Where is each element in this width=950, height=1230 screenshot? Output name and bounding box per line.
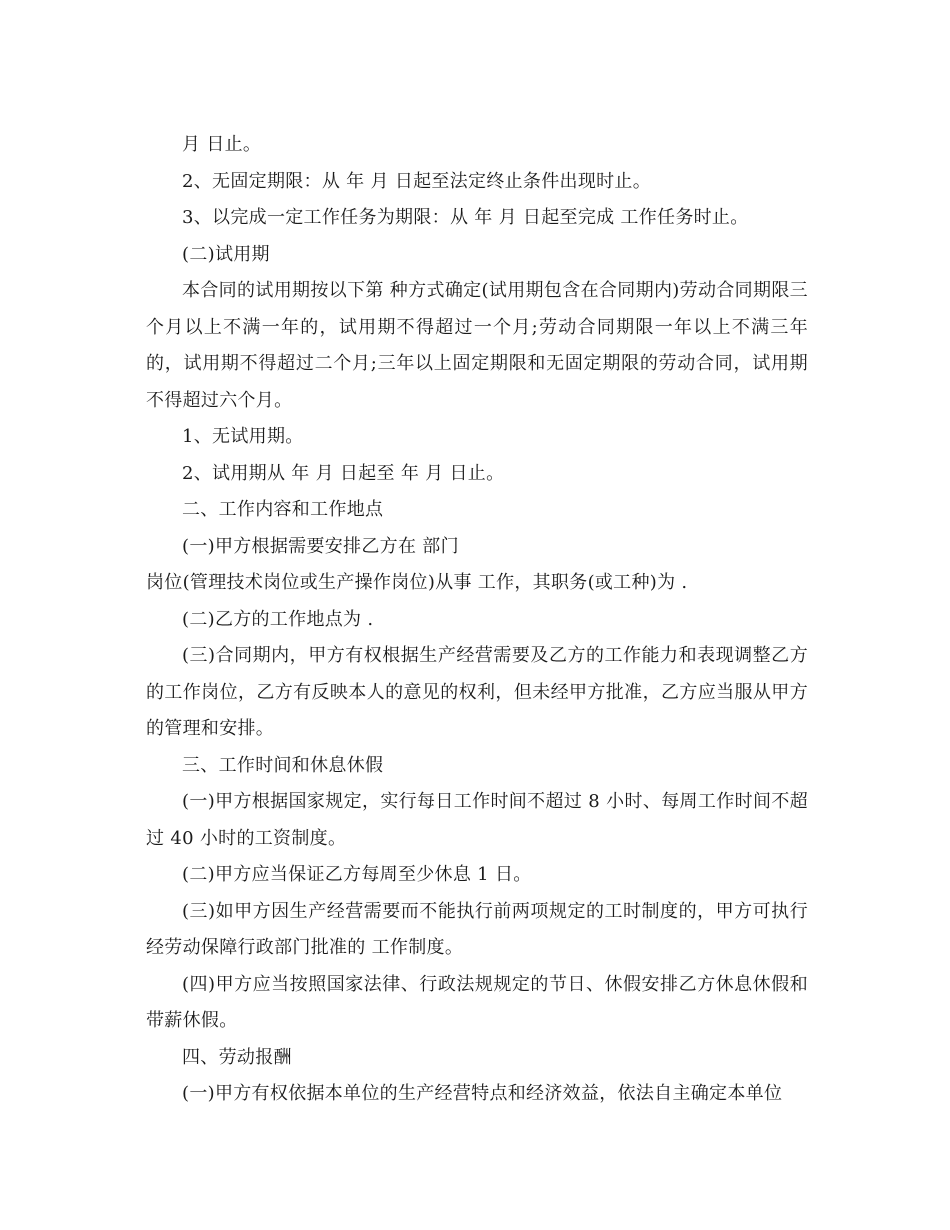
paragraph-wage-determination: (一)甲方有权依据本单位的生产经营特点和经济效益，依法自主确定本单位 [182, 1083, 783, 1104]
paragraph-no-probation: 1、无试用期。 [182, 426, 304, 447]
section-heading-work-content: 二、工作内容和工作地点 [182, 499, 384, 520]
paragraph-holidays: (四)甲方应当按照国家法律、行政法规规定的节日、休假安排乙方休息休假和带薪休假。 [146, 973, 808, 1031]
section-heading-remuneration: 四、劳动报酬 [182, 1046, 292, 1068]
paragraph-probation-rules: 本合同的试用期按以下第 种方式确定(试用期包含在合同期内)劳动合同期限三个月以上不满一年的，试用期不得超过一个月;劳动合同期限一年以上不满三年的，试用期不得超过二个月;三年以上固定期限和无固定期限的劳动合同，试用期不得超过六个月。 [146, 280, 808, 411]
paragraph-special-hours: (三)如甲方因生产经营需要而不能执行前两项规定的工时制度的，甲方可执行经劳动保障行政部门批准的 工作制度。 [146, 900, 808, 958]
section-heading-work-hours: 三、工作时间和休息休假 [182, 754, 384, 776]
paragraph-probation-dates: 2、试用期从 年 月 日起至 年 月 日止。 [182, 462, 505, 484]
paragraph-department: (一)甲方根据需要安排乙方在 部门 [182, 535, 459, 557]
section-heading-probation: (二)试用期 [182, 243, 270, 265]
paragraph-2: 2、无固定期限：从 年 月 日起至法定终止条件出现时止。 [182, 170, 652, 192]
paragraph-daily-hours: (一)甲方根据国家规定，实行每日工作时间不超过 8 小时、每周工作时间不超过 40 小时的工资制度。 [146, 791, 808, 849]
paragraph-position: 岗位(管理技术岗位或生产操作岗位)从事 工作，其职务(或工种)为 . [146, 572, 688, 593]
paragraph-work-location: (二)乙方的工作地点为 . [182, 608, 374, 630]
paragraph-position-adjustment: (三)合同期内，甲方有权根据生产经营需要及乙方的工作能力和表现调整乙方的工作岗位，乙方有反映本人的意见的权利，但未经甲方批准，乙方应当服从甲方的管理和安排。 [146, 645, 808, 739]
paragraph-3: 3、以完成一定工作任务为期限：从 年 月 日起至完成 工作任务时止。 [182, 207, 749, 228]
paragraph-1: 月 日止。 [182, 134, 262, 155]
document-body [146, 127, 808, 1113]
paragraph-weekly-rest: (二)甲方应当保证乙方每周至少休息 1 日。 [182, 864, 532, 885]
